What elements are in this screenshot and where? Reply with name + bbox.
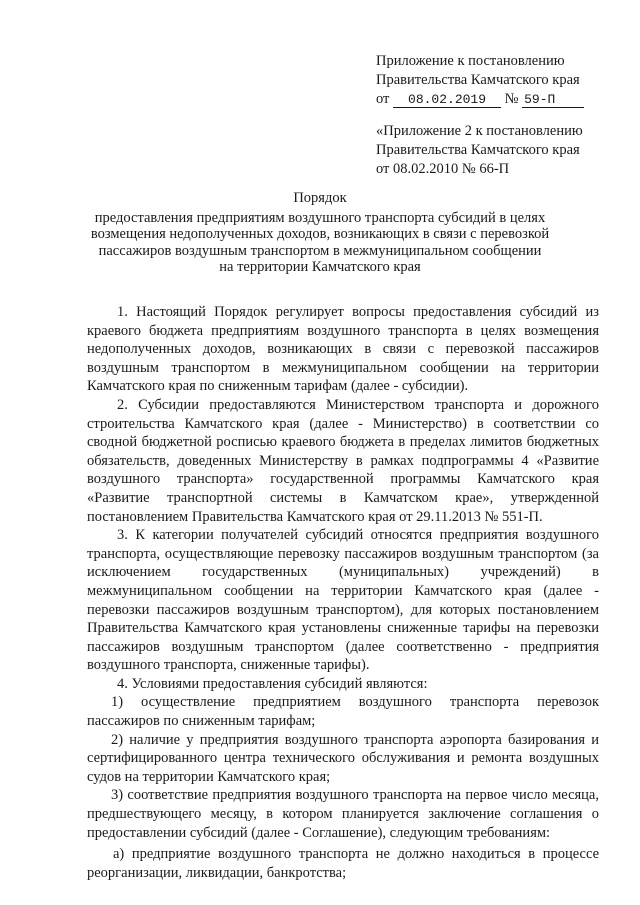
original-header-line2: Правительства Камчатского края	[376, 142, 580, 158]
number-value: 59-П	[524, 92, 556, 107]
paragraph-2: 2. Субсидии предоставляются Министерством транспорта и дорожного строительства Камчатского края (далее - Министерство) в соответствии со сводной бюджетной росписью краевого бюджета в пределах лимитов бюджетных обязательств, доведенных Министерству в рамках подпрограммы 4 «Развитие воздушного транспорта» государственной программы Камчатского края «Развитие транспортной системы в Камчатском крае», утвержденной постановлением Правительства Камчатского края от 29.11.2013 № 551-П.	[87, 396, 599, 525]
date-value: 08.02.2019	[408, 92, 487, 107]
document-title: Порядок	[293, 190, 347, 206]
document-subtitle-line1: предоставления предприятиям воздушного транспорта субсидий в целях	[94, 209, 546, 226]
ot-label: от	[376, 91, 390, 107]
paragraph-4-item-1: 1) осуществление предприятием воздушного транспорта перевозок пассажиров по сниженным тарифам;	[87, 694, 599, 730]
document-subtitle-line4: на территории Камчатского края	[219, 259, 421, 275]
paragraph-1: 1. Настоящий Порядок регулирует вопросы предоставления субсидий из краевого бюджета предприятиям воздушного транспорта в целях возмещения недополученных доходов, возникающих в связи с перевозкой пассажиров воздушным транспортом в межмуниципальном сообщении на территории Камчатского края по сниженным тарифам (далее - субсидии).	[87, 304, 599, 395]
original-resolution-header	[376, 122, 626, 179]
number-field	[522, 92, 584, 108]
date-field	[393, 92, 501, 108]
number-label: №	[504, 91, 519, 107]
document-subtitle-line3: пассажиров воздушным транспортом в межмуниципальном сообщении	[98, 242, 542, 259]
original-header-line1: «Приложение 2 к постановлению	[376, 123, 583, 139]
appendix-header-line1: Приложение к постановлению	[376, 53, 565, 69]
document-body	[87, 303, 599, 882]
paragraph-4: 4. Условиями предоставления субсидий являются:	[117, 675, 428, 692]
appendix-header-line2: Правительства Камчатского края	[376, 72, 580, 88]
appendix-date-line	[376, 90, 626, 109]
paragraph-4-item-2: 2) наличие у предприятия воздушного транспорта аэропорта базирования и сертифицированного центра технического обслуживания и ремонта воздушных судов на территории Камчатского края;	[87, 731, 599, 785]
original-header-line3: от 08.02.2010 № 66-П	[376, 161, 510, 177]
paragraph-4-item-3-a: а) предприятие воздушного транспорта не должно находиться в процессе реорганизации, ликвидации, банкротства;	[87, 846, 599, 881]
paragraph-3: 3. К категории получателей субсидий относятся предприятия воздушного транспорта, осуществляющие перевозку пассажиров воздушным транспортом (за исключением государственных (муниципальных) учреждений) в межмуниципальном сообщении на территории Камчатского края (далее - перевозки пассажиров воздушным транспортом), для которых постановлением Правительства Камчатского края установлены сниженные тарифы на перевозки пассажиров воздушным транспортом (далее соответственно - предприятия воздушного транспорта, сниженные тарифы).	[87, 527, 599, 674]
paragraph-4-item-3: 3) соответствие предприятия воздушного транспорта на первое число месяца, предшествующего месяцу, в котором планируется заключение соглашения о предоставлении субсидий (далее - Соглашение), следующим требованиям:	[87, 787, 599, 841]
appendix-header	[376, 52, 626, 109]
document-subtitle-line2: возмещения недополученных доходов, возникающих в связи с перевозкой	[90, 226, 550, 242]
document-title-block	[60, 190, 580, 276]
